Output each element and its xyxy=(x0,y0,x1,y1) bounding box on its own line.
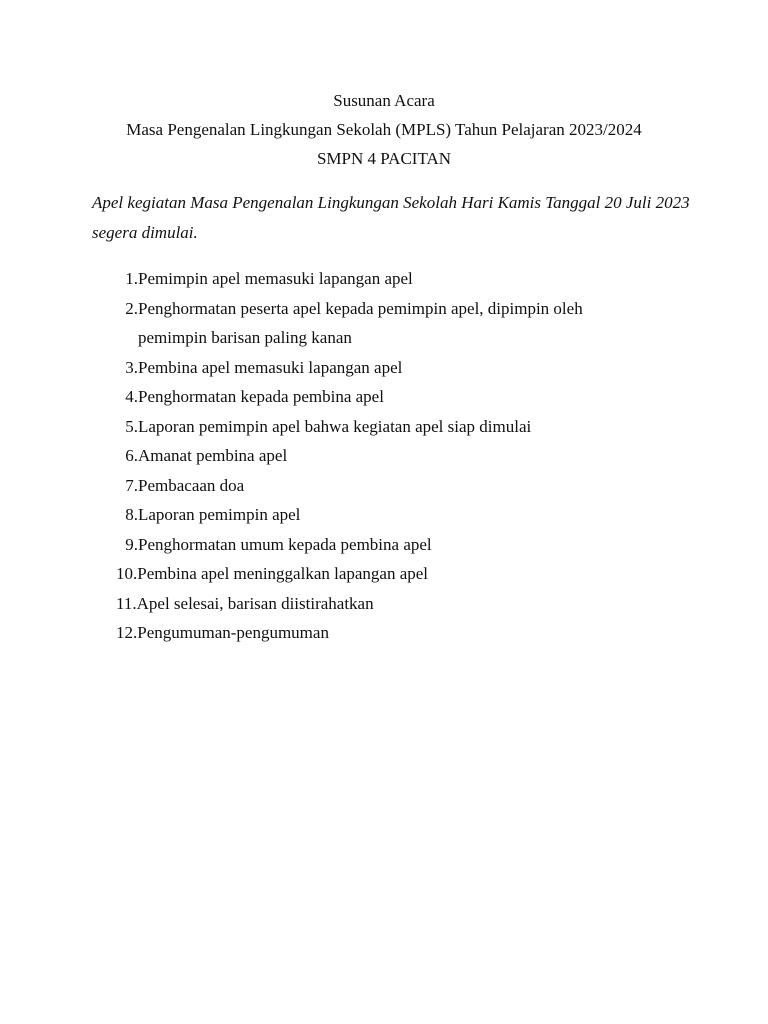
agenda-item-number: 2. xyxy=(125,298,138,318)
agenda-item-number: 5. xyxy=(125,416,138,436)
agenda-item-number: 4. xyxy=(125,387,138,406)
event-name: Masa Pengenalan Lingkungan Sekolah (MPLS) Tahun Pelajaran 2023/2024 xyxy=(126,120,642,139)
agenda-item-text: Pembina apel meninggalkan lapangan apel xyxy=(137,564,429,583)
agenda-item-text: Amanat pembina apel xyxy=(138,446,288,465)
agenda-item-text: Penghormatan umum kepada pembina apel xyxy=(138,534,432,554)
agenda-item-number: 10. xyxy=(116,564,138,583)
agenda-item xyxy=(92,530,692,560)
agenda-item xyxy=(92,382,692,412)
school-name: SMPN 4 PACITAN xyxy=(316,149,452,168)
agenda-item-number: 11. xyxy=(116,593,137,613)
agenda-list xyxy=(92,264,692,648)
agenda-item xyxy=(92,412,692,442)
agenda-item xyxy=(92,500,692,530)
agenda-item xyxy=(92,471,692,501)
agenda-item-number: 12. xyxy=(116,623,138,642)
document-header xyxy=(0,86,768,173)
agenda-item-text: Penghormatan peserta apel kepada pemimpin apel, dipimpin oleh pemimpin barisan paling kanan xyxy=(138,298,583,347)
agenda-item xyxy=(92,264,692,294)
agenda-item xyxy=(92,353,692,383)
agenda-item-text: Laporan pemimpin apel xyxy=(138,505,301,524)
document-title: Susunan Acara xyxy=(333,91,435,110)
agenda-item-number: 6. xyxy=(125,446,138,465)
agenda-item-text: Laporan pemimpin apel bahwa kegiatan apel siap dimulai xyxy=(138,416,532,436)
agenda-item-number: 7. xyxy=(125,475,138,495)
agenda-item-text: Pemimpin apel memasuki lapangan apel xyxy=(138,269,413,288)
agenda-item-text: Pengumuman-pengumuman xyxy=(137,623,329,642)
agenda-item-text: Pembacaan doa xyxy=(138,475,245,495)
agenda-item-number: 8. xyxy=(125,505,138,524)
agenda-item-text: Pembina apel memasuki lapangan apel xyxy=(138,357,403,377)
agenda-item xyxy=(92,441,692,471)
agenda-item-number: 1. xyxy=(125,269,138,288)
agenda-item xyxy=(92,618,692,648)
agenda-item xyxy=(92,589,692,619)
agenda-item xyxy=(92,559,692,589)
agenda-item xyxy=(92,294,692,353)
intro-paragraph: Apel kegiatan Masa Pengenalan Lingkungan Sekolah Hari Kamis Tanggal 20 Juli 2023 segera dimulai. xyxy=(92,193,690,242)
agenda-item-number: 9. xyxy=(125,534,138,554)
agenda-item-text: Apel selesai, barisan diistirahatkan xyxy=(136,593,374,613)
agenda-item-text: Penghormatan kepada pembina apel xyxy=(138,387,384,406)
agenda-item-number: 3. xyxy=(125,357,138,377)
